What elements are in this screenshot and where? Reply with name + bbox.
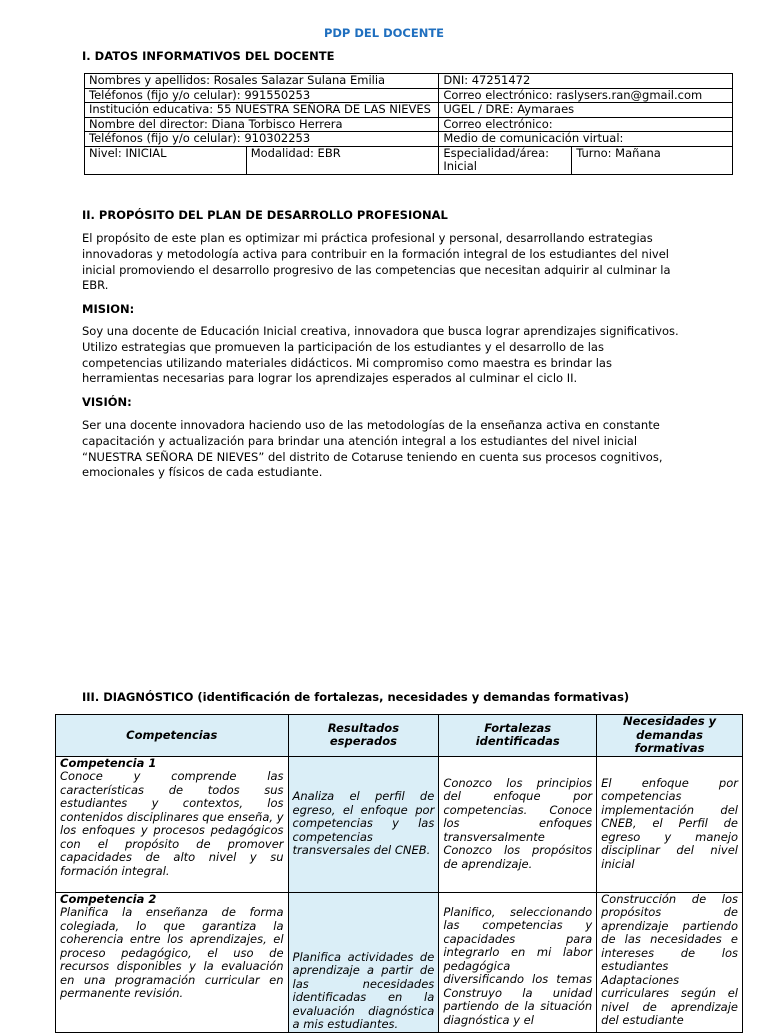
nivel-cell: Nivel: INICIAL <box>85 146 247 174</box>
teacher-info-table <box>84 73 733 175</box>
table-row <box>85 146 733 174</box>
table-row <box>85 117 733 132</box>
table-row <box>85 132 733 147</box>
info-cell: Institución educativa: 55 NUESTRA SEÑORA DE LAS NIEVES <box>85 103 439 118</box>
info-cell: Nombre del director: Diana Torbisco Herrera <box>85 117 439 132</box>
modalidad-cell: Modalidad: EBR <box>246 146 439 174</box>
info-cell: Correo electrónico: <box>439 117 733 132</box>
column-header-necesidades: Necesidades y demandas formativas <box>597 715 743 757</box>
fortalezas-cell: Planifico, seleccionando las competencias y capacidades para integrarlo en mi labor pedagógica diversificando los temas Construyo la unidad partiendo de la situación diagnóstica y el <box>439 892 597 1032</box>
info-cell: Correo electrónico: raslysers.ran@gmail.com <box>439 88 733 103</box>
purpose-paragraph: El propósito de este plan es optimizar mi práctica profesional y personal, desarrollando estrategias innovadoras y metodología activa para contribuir en la formación integral de los estudiantes del nivel inicial promoviendo el desarrollo progresivo de las competencias que necesitan adquirir al culminar la EBR. <box>82 231 671 293</box>
section-2-heading: II. PROPÓSITO DEL PLAN DE DESARROLLO PROFESIONAL <box>82 208 448 222</box>
table-row <box>85 88 733 103</box>
table-row <box>85 103 733 118</box>
table-header-row <box>56 715 743 757</box>
competencia-text: Planifica la enseñanza de forma colegiada, lo que garantiza la coherencia entre los aprendizajes, el proceso pedagógico, el uso de recursos disponibles y la evaluación en una programación curricular en permanente revisión. <box>60 905 284 1000</box>
info-cell: Teléfonos (fijo y/o celular): 991550253 <box>85 88 439 103</box>
vision-paragraph: Ser una docente innovadora haciendo uso de las metodologías de la enseñanza activa en constante capacitación y actualización para brindar una atención integral a los estudiantes del nivel inicial “NUESTRA SEÑORA DE NIEVES” del distrito de Cotaruse teniendo en cuenta sus procesos cognitivos, emocionales y físicos de cada estudiante. <box>82 418 663 480</box>
fortalezas-cell: Conozco los principios del enfoque por competencias. Conoce los enfoques transversalmente Conozco los propósitos de aprendizaje. <box>439 756 597 892</box>
vision-heading: VISIÓN: <box>82 395 132 409</box>
table-row <box>85 74 733 89</box>
section-1-heading: I. DATOS INFORMATIVOS DEL DOCENTE <box>82 49 335 63</box>
competencia-cell <box>56 892 289 1032</box>
especialidad-cell: Especialidad/área: Inicial <box>439 146 572 174</box>
necesidades-cell: El enfoque por competencias implementación del CNEB, el Perfil de egreso y manejo disciplinar del nivel inicial <box>597 756 743 892</box>
necesidades-cell: Construcción de los propósitos de aprendizaje partiendo de las necesidades e intereses de los estudiantes Adaptaciones curriculares según el nivel de aprendizaje del estudiante <box>597 892 743 1032</box>
info-cell: Nombres y apellidos: Rosales Salazar Sulana Emilia <box>85 74 439 89</box>
column-header-fortalezas: Fortalezas identificadas <box>439 715 597 757</box>
table-row <box>56 756 743 892</box>
resultados-cell: Analiza el perfil de egreso, el enfoque por competencias y las competencias transversales del CNEB. <box>288 756 439 892</box>
mision-heading: MISION: <box>82 302 135 316</box>
info-cell: Medio de comunicación virtual: <box>439 132 733 147</box>
column-header-resultados: Resultados esperados <box>288 715 439 757</box>
turno-cell: Turno: Mañana <box>572 146 733 174</box>
diagnostic-table <box>55 714 743 1033</box>
column-header-competencias: Competencias <box>56 715 289 757</box>
competencia-text: Conoce y comprende las características de todos sus estudiantes y contextos, los contenidos disciplinares que enseña, y los enfoques y procesos pedagógicos con el propósito de promover capacidades de alto nivel y su formación integral. <box>60 769 284 878</box>
section-3-heading: III. DIAGNÓSTICO (identificación de fortalezas, necesidades y demandas formativas) <box>82 690 630 704</box>
info-cell: UGEL / DRE: Aymaraes <box>439 103 733 118</box>
table-row <box>56 892 743 1032</box>
mision-paragraph: Soy una docente de Educación Inicial creativa, innovadora que busca lograr aprendizajes significativos. Utilizo estrategias que promueven la participación de los estudiantes y el desarrollo de las competencias utilizando materiales didácticos. Mi compromiso como maestra es brindar las herramientas necesarias para lograr los aprendizajes esperados al culminar el ciclo II. <box>82 324 679 386</box>
info-cell: DNI: 47251472 <box>439 74 733 89</box>
competencia-cell <box>56 756 289 892</box>
competencia-title: Competencia 1 <box>60 755 157 770</box>
document-title: PDP DEL DOCENTE <box>323 26 445 40</box>
info-cell: Teléfonos (fijo y/o celular): 910302253 <box>85 132 439 147</box>
resultados-cell: Planifica actividades de aprendizaje a partir de las necesidades identificadas en la evaluación diagnóstica a mis estudiantes. <box>288 892 439 1032</box>
competencia-title: Competencia 2 <box>60 891 157 906</box>
